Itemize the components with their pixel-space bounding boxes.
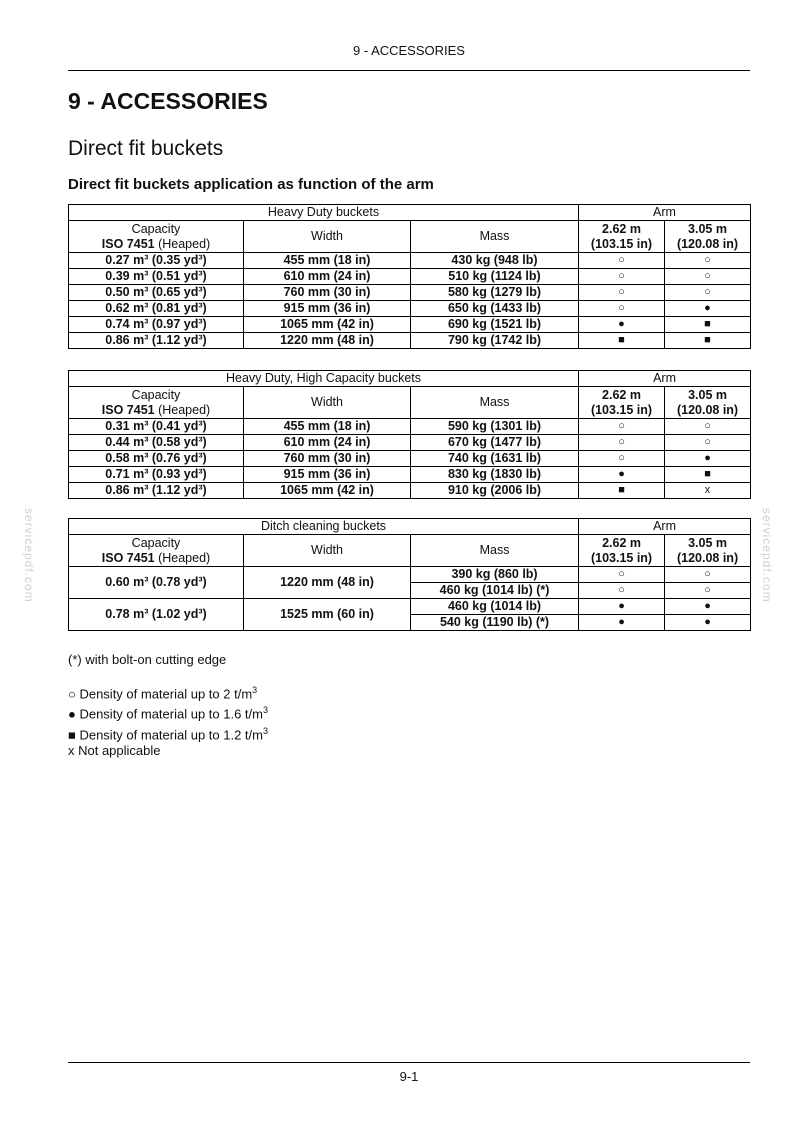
mass-cell: 580 kg (1279 lb) <box>411 285 579 301</box>
high-capacity-table <box>68 370 751 499</box>
capacity-cell: 0.86 m³ (1.12 yd³) <box>69 483 244 499</box>
mass-cell: 790 kg (1742 lb) <box>411 333 579 349</box>
arm-262-header: 2.62 m (103.15 in) <box>579 535 665 567</box>
arm-305-cell: ● <box>665 615 751 631</box>
arm-262-cell: ● <box>579 467 665 483</box>
width-header: Width <box>244 387 411 419</box>
arm-262-cell: ○ <box>579 269 665 285</box>
table-row <box>69 301 751 317</box>
arm-305-cell: ■ <box>665 333 751 349</box>
table-title: Ditch cleaning buckets <box>69 519 579 535</box>
capacity-cell: 0.31 m³ (0.41 yd³) <box>69 419 244 435</box>
mass-header: Mass <box>411 221 579 253</box>
table-title-row <box>69 371 751 387</box>
mass-cell: 740 kg (1631 lb) <box>411 451 579 467</box>
capacity-cell: 0.60 m³ (0.78 yd³) <box>69 567 244 599</box>
mass-cell: 830 kg (1830 lb) <box>411 467 579 483</box>
arm-305-cell: ○ <box>665 285 751 301</box>
arm-262-cell: ○ <box>579 419 665 435</box>
arm-262-header: 2.62 m (103.15 in) <box>579 221 665 253</box>
column-header-row <box>69 535 751 567</box>
table-row <box>69 333 751 349</box>
capacity-cell: 0.74 m³ (0.97 yd³) <box>69 317 244 333</box>
arm-262-cell: ○ <box>579 253 665 269</box>
arm-262-cell: ● <box>579 615 665 631</box>
arm-305-header: 3.05 m (120.08 in) <box>665 535 751 567</box>
table-row <box>69 435 751 451</box>
arm-262-cell: ○ <box>579 451 665 467</box>
table-row <box>69 599 751 615</box>
arm-305-cell: ■ <box>665 467 751 483</box>
table-title-row <box>69 205 751 221</box>
table-row <box>69 317 751 333</box>
table-row <box>69 467 751 483</box>
legend-item: ● Density of material up to 1.6 $t/m^3$ <box>68 705 269 722</box>
mass-header: Mass <box>411 535 579 567</box>
width-cell: 1220 mm (48 in) <box>244 567 411 599</box>
width-cell: 760 mm (30 in) <box>244 285 411 301</box>
page-number: 9-1 <box>399 1069 419 1084</box>
arm-262-cell: ● <box>579 317 665 333</box>
table-row <box>69 285 751 301</box>
column-header-row <box>69 221 751 253</box>
arm-305-cell: ● <box>665 301 751 317</box>
table-row <box>69 253 751 269</box>
ditch-cleaning-table <box>68 518 751 631</box>
table-title-row <box>69 519 751 535</box>
arm-305-cell: ○ <box>665 269 751 285</box>
width-cell: 1220 mm (48 in) <box>244 333 411 349</box>
arm-305-header: 3.05 m (120.08 in) <box>665 387 751 419</box>
width-cell: 610 mm (24 in) <box>244 435 411 451</box>
table-title: Heavy Duty buckets <box>69 205 579 221</box>
arm-262-cell: ○ <box>579 435 665 451</box>
capacity-header: Capacity ISO 7451 (Heaped) <box>69 535 244 567</box>
table-row <box>69 567 751 583</box>
arm-305-cell: ● <box>665 599 751 615</box>
capacity-cell: 0.58 m³ (0.76 yd³) <box>69 451 244 467</box>
width-cell: 1525 mm (60 in) <box>244 599 411 631</box>
capacity-cell: 0.50 m³ (0.65 yd³) <box>69 285 244 301</box>
footer-rule <box>68 1062 750 1063</box>
arm-header: Arm <box>579 371 751 387</box>
arm-305-cell: ○ <box>665 419 751 435</box>
table-row <box>69 269 751 285</box>
legend-item: ■ Density of material up to 1.2 $t/m^3$ <box>68 725 269 742</box>
arm-305-cell: ○ <box>665 583 751 599</box>
running-header: 9 - ACCESSORIES <box>353 43 465 58</box>
arm-262-cell: ■ <box>579 483 665 499</box>
arm-305-header: 3.05 m (120.08 in) <box>665 221 751 253</box>
capacity-cell: 0.78 m³ (1.02 yd³) <box>69 599 244 631</box>
table-title: Heavy Duty, High Capacity buckets <box>69 371 579 387</box>
width-cell: 915 mm (36 in) <box>244 467 411 483</box>
table-row <box>69 451 751 467</box>
mass-cell: 670 kg (1477 lb) <box>411 435 579 451</box>
capacity-cell: 0.86 m³ (1.12 yd³) <box>69 333 244 349</box>
width-cell: 610 mm (24 in) <box>244 269 411 285</box>
capacity-cell: 0.27 m³ (0.35 yd³) <box>69 253 244 269</box>
arm-262-cell: ○ <box>579 285 665 301</box>
mass-cell: 390 kg (860 lb) <box>411 567 579 583</box>
arm-305-cell: ○ <box>665 567 751 583</box>
mass-cell: 590 kg (1301 lb) <box>411 419 579 435</box>
width-cell: 915 mm (36 in) <box>244 301 411 317</box>
capacity-cell: 0.44 m³ (0.58 yd³) <box>69 435 244 451</box>
mass-cell: 460 kg (1014 lb) (*) <box>411 583 579 599</box>
footnote: (*) with bolt-on cutting edge <box>68 652 227 667</box>
arm-305-cell: ● <box>665 451 751 467</box>
mass-header: Mass <box>411 387 579 419</box>
width-cell: 455 mm (18 in) <box>244 253 411 269</box>
arm-305-cell: ○ <box>665 253 751 269</box>
mass-cell: 690 kg (1521 lb) <box>411 317 579 333</box>
page-subtitle: Direct fit buckets <box>68 137 224 160</box>
legend-item: ○ Density of material up to 2 $t/m^3$ <box>68 685 258 702</box>
width-cell: 455 mm (18 in) <box>244 419 411 435</box>
mass-cell: 510 kg (1124 lb) <box>411 269 579 285</box>
width-cell: 1065 mm (42 in) <box>244 483 411 499</box>
arm-header: Arm <box>579 519 751 535</box>
table-row <box>69 419 751 435</box>
capacity-header: Capacity ISO 7451 (Heaped) <box>69 221 244 253</box>
watermark-right: servicepdf.com <box>760 508 774 603</box>
section-heading: Direct fit buckets application as function of the arm <box>68 176 434 193</box>
arm-305-cell: x <box>665 483 751 499</box>
mass-cell: 430 kg (948 lb) <box>411 253 579 269</box>
arm-262-cell: ○ <box>579 567 665 583</box>
header-rule <box>68 70 750 71</box>
column-header-row <box>69 387 751 419</box>
legend-item: x Not applicable <box>68 742 161 758</box>
mass-cell: 650 kg (1433 lb) <box>411 301 579 317</box>
width-cell: 1065 mm (42 in) <box>244 317 411 333</box>
table-row <box>69 483 751 499</box>
capacity-header: Capacity ISO 7451 (Heaped) <box>69 387 244 419</box>
width-cell: 760 mm (30 in) <box>244 451 411 467</box>
mass-cell: 910 kg (2006 lb) <box>411 483 579 499</box>
arm-header: Arm <box>579 205 751 221</box>
capacity-cell: 0.39 m³ (0.51 yd³) <box>69 269 244 285</box>
capacity-cell: 0.71 m³ (0.93 yd³) <box>69 467 244 483</box>
heavy-duty-table <box>68 204 751 349</box>
arm-262-cell: ● <box>579 599 665 615</box>
arm-262-cell: ○ <box>579 301 665 317</box>
arm-305-cell: ■ <box>665 317 751 333</box>
page-title: 9 - ACCESSORIES <box>68 88 268 114</box>
arm-262-header: 2.62 m (103.15 in) <box>579 387 665 419</box>
capacity-cell: 0.62 m³ (0.81 yd³) <box>69 301 244 317</box>
legend <box>68 682 268 759</box>
arm-262-cell: ■ <box>579 333 665 349</box>
width-header: Width <box>244 535 411 567</box>
arm-262-cell: ○ <box>579 583 665 599</box>
mass-cell: 460 kg (1014 lb) <box>411 599 579 615</box>
mass-cell: 540 kg (1190 lb) (*) <box>411 615 579 631</box>
watermark-left: servicepdf.com <box>22 508 36 603</box>
arm-305-cell: ○ <box>665 435 751 451</box>
width-header: Width <box>244 221 411 253</box>
